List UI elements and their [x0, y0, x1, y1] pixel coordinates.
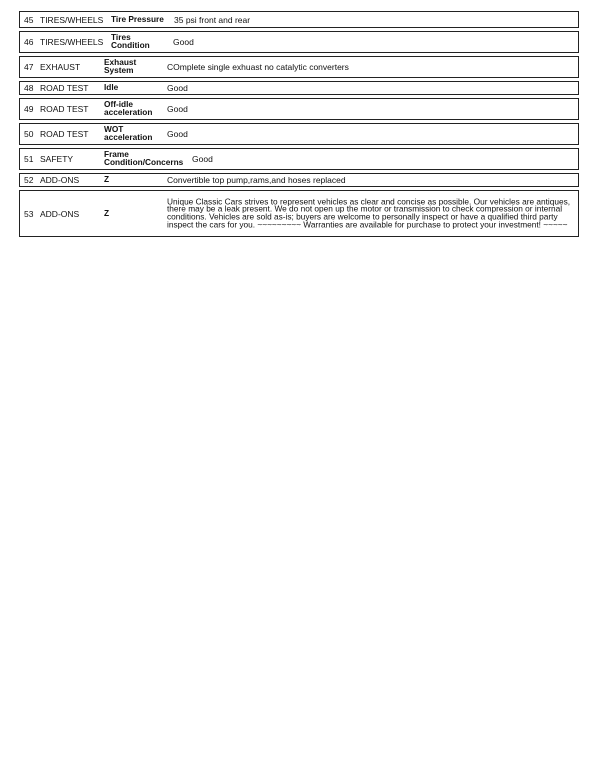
row-number: 49 [24, 103, 34, 114]
row-value: 35 psi front and rear [174, 14, 251, 25]
row-item-line: Tires [111, 32, 131, 43]
table-row [19, 56, 579, 78]
row-item-line: Z [104, 207, 110, 218]
table-row [19, 148, 579, 170]
row-value: COmplete single exhuast no catalytic converters [167, 61, 349, 72]
row-number: 45 [24, 14, 34, 25]
row-category: TIRES/WHEELS [40, 14, 104, 25]
row-category: TIRES/WHEELS [40, 36, 104, 47]
row-number: 52 [24, 174, 34, 185]
row-item [104, 207, 110, 218]
row-item [104, 101, 152, 117]
row-item-line: Frame [104, 149, 129, 160]
row-value: Good [167, 103, 188, 114]
row-item [104, 126, 152, 142]
row-item [111, 13, 164, 24]
row-number: 46 [24, 36, 34, 47]
row-value: Good [173, 36, 194, 47]
row-item-line: acceleration [104, 107, 153, 117]
row-category: ROAD TEST [40, 82, 89, 93]
row-item [104, 59, 136, 75]
row-value: Good [167, 82, 188, 93]
row-number: 50 [24, 128, 34, 139]
row-category: ROAD TEST [40, 128, 89, 139]
row-category: ROAD TEST [40, 103, 89, 114]
row-category: SAFETY [40, 153, 74, 164]
row-item-line: Condition/Concerns [104, 157, 184, 167]
row-number: 48 [24, 82, 34, 93]
row-item-line: acceleration [104, 132, 153, 142]
row-item [104, 176, 109, 184]
table-row [19, 11, 579, 28]
table-row [19, 98, 579, 120]
row-number: 53 [24, 208, 34, 219]
inspection-table [19, 11, 579, 240]
row-value: Good [167, 128, 188, 139]
row-item-line: System [104, 65, 134, 75]
table-row [19, 81, 579, 95]
row-value: Good [192, 153, 213, 164]
row-item [111, 34, 150, 50]
table-row [19, 31, 579, 53]
row-item-line: WOT [104, 124, 124, 135]
row-item [104, 151, 183, 167]
row-category: ADD-ONS [40, 174, 80, 185]
row-item-line: Condition [111, 40, 150, 50]
row-item-line: Tire Pressure [111, 13, 164, 24]
table-row [19, 173, 579, 187]
table-row [19, 190, 579, 237]
row-item-line: Z [104, 174, 110, 185]
row-item-line: Idle [104, 82, 119, 93]
row-number: 47 [24, 61, 34, 72]
row-category: ADD-ONS [40, 208, 80, 219]
row-item [104, 84, 118, 92]
row-item-line: Off-idle [104, 99, 134, 110]
row-category: EXHAUST [40, 61, 81, 72]
table-row [19, 123, 579, 145]
row-number: 51 [24, 153, 34, 164]
row-value: Unique Classic Cars strives to represent vehicles as clear and concise as possible. Our vehicles are antiques, there may be a leak present. We do not open up the motor or transmission to check compression or internal conditions. Vehicles are sold as-is; buyers are welcome to personally inspect or have a qualified third party inspect the cars for you. ~~~~~~~~~ Warranties are available for purchase to protect your investment! ~~~~~ [167, 195, 571, 230]
row-value: Convertible top pump,rams,and hoses replaced [167, 174, 346, 185]
row-item-line: Exhaust [104, 57, 137, 68]
